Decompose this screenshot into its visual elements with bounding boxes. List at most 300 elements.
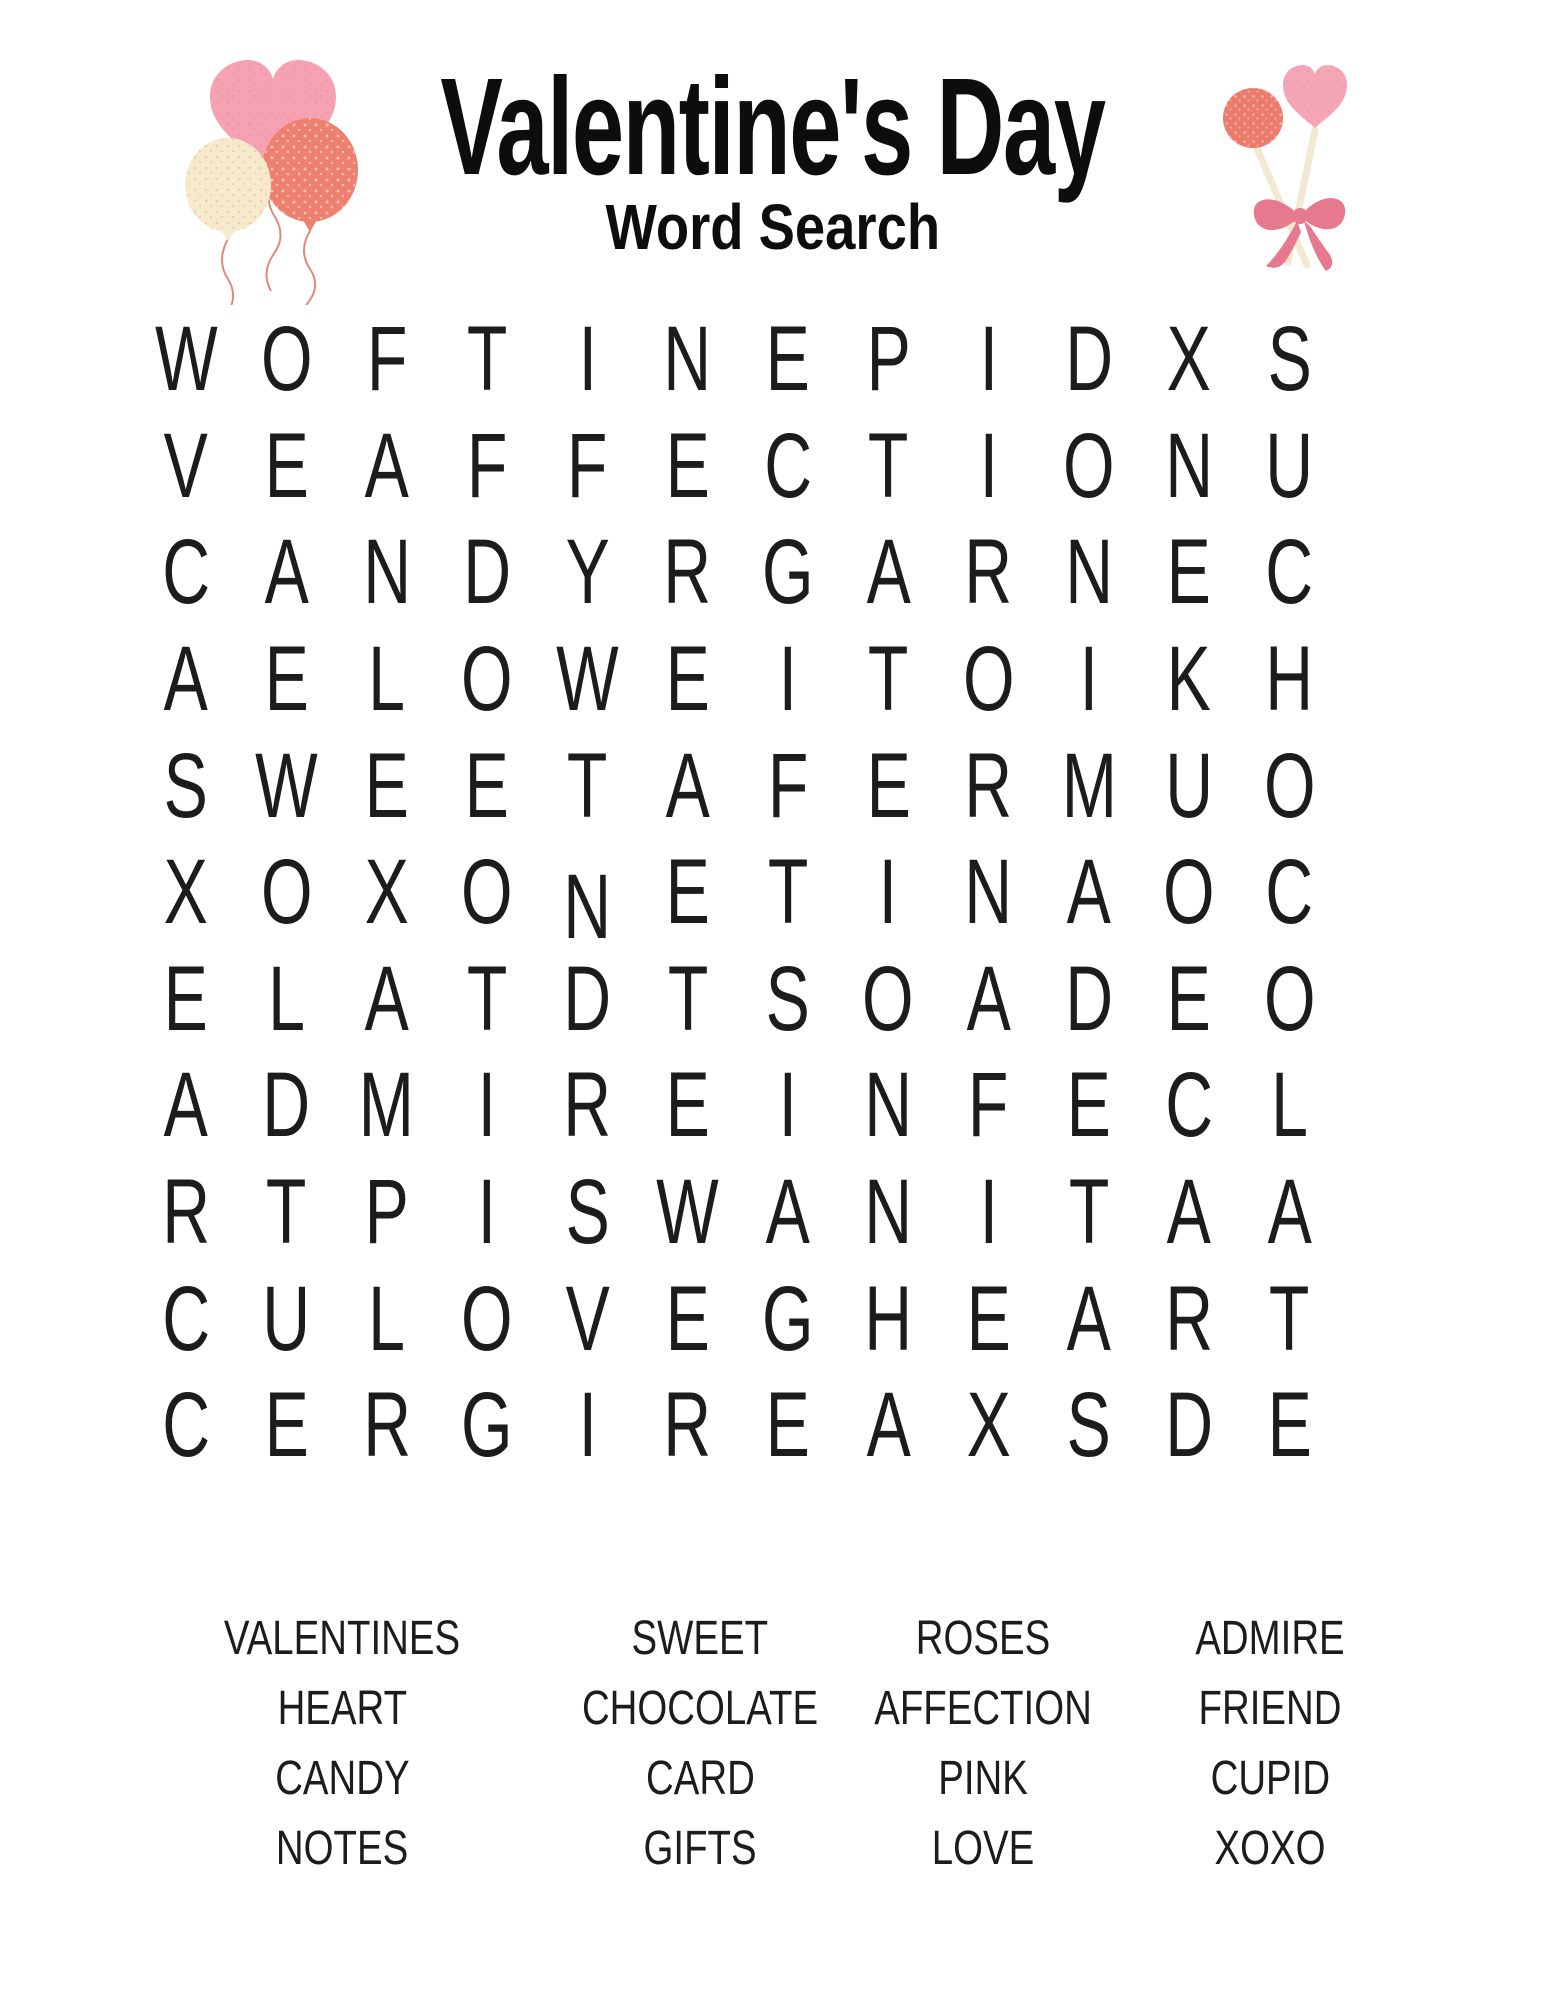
grid-cell bbox=[337, 1052, 437, 1159]
grid-letter: C bbox=[162, 1267, 211, 1370]
grid-cell bbox=[1039, 1159, 1139, 1266]
grid-cell bbox=[938, 732, 1038, 839]
grid-letter: R bbox=[663, 1374, 712, 1477]
grid-cell bbox=[637, 946, 737, 1053]
grid-cell bbox=[537, 1052, 637, 1159]
word-item bbox=[1177, 1674, 1364, 1744]
grid-cell bbox=[938, 1159, 1038, 1266]
grid-cell bbox=[337, 1265, 437, 1372]
grid-cell bbox=[637, 1265, 737, 1372]
grid-cell bbox=[437, 519, 537, 626]
grid-cell bbox=[437, 306, 537, 413]
grid-cell bbox=[1139, 626, 1239, 733]
grid-cell bbox=[1139, 732, 1239, 839]
grid-letter: S bbox=[1066, 1374, 1111, 1477]
grid-cell bbox=[537, 732, 637, 839]
grid-letter: X bbox=[364, 841, 409, 944]
grid-cell bbox=[1039, 732, 1139, 839]
grid-cell bbox=[738, 306, 838, 413]
grid-cell bbox=[136, 732, 236, 839]
grid-cell bbox=[337, 732, 437, 839]
grid-cell bbox=[838, 839, 938, 946]
grid-cell bbox=[1039, 1372, 1139, 1479]
grid-cell bbox=[838, 1052, 938, 1159]
grid-letter: I bbox=[1079, 628, 1099, 731]
grid-letter: P bbox=[866, 308, 911, 411]
grid-letter: A bbox=[1066, 841, 1111, 944]
grid-letter: O bbox=[862, 947, 914, 1050]
grid-cell bbox=[437, 946, 537, 1053]
grid-cell bbox=[537, 839, 637, 959]
grid-letter: O bbox=[1063, 414, 1115, 517]
word-item-label: AFFECTION bbox=[874, 1682, 1092, 1735]
grid-cell bbox=[1039, 946, 1139, 1053]
grid-letter: A bbox=[1167, 1161, 1212, 1264]
grid-cell bbox=[738, 1159, 838, 1266]
grid-letter: D bbox=[1064, 308, 1113, 411]
word-search-grid bbox=[136, 306, 1340, 1479]
grid-letter: E bbox=[966, 1267, 1011, 1370]
grid-letter: S bbox=[765, 947, 811, 1050]
grid-cell bbox=[738, 626, 838, 733]
grid-letter: A bbox=[264, 521, 309, 624]
grid-cell bbox=[236, 1159, 336, 1266]
word-item-label: CANDY bbox=[274, 1752, 410, 1805]
grid-cell bbox=[938, 1265, 1038, 1372]
grid-letter: I bbox=[778, 1054, 798, 1157]
grid-cell bbox=[236, 626, 336, 733]
word-item bbox=[847, 1604, 1119, 1674]
grid-letter: O bbox=[461, 628, 513, 731]
grid-letter: R bbox=[964, 521, 1013, 624]
word-item-label: PINK bbox=[938, 1752, 1028, 1805]
grid-letter: N bbox=[1064, 521, 1113, 624]
word-item-label: HEART bbox=[277, 1682, 407, 1735]
page-title: Valentine's Day bbox=[440, 50, 1105, 204]
grid-cell bbox=[337, 1372, 437, 1479]
grid-cell bbox=[1139, 413, 1239, 520]
grid-letter: S bbox=[1267, 308, 1312, 411]
grid-letter: D bbox=[1064, 947, 1113, 1050]
grid-letter: O bbox=[260, 841, 313, 944]
grid-letter: E bbox=[264, 628, 309, 731]
grid-cell bbox=[236, 306, 336, 413]
grid-cell bbox=[838, 413, 938, 520]
grid-cell bbox=[337, 1159, 437, 1266]
grid-cell bbox=[337, 626, 437, 733]
word-item-label: LOVE bbox=[931, 1822, 1035, 1875]
word-item bbox=[552, 1674, 847, 1744]
grid-cell bbox=[1039, 839, 1139, 946]
grid-cell bbox=[838, 946, 938, 1053]
word-item bbox=[552, 1814, 847, 1884]
word-list-column bbox=[1177, 1604, 1364, 1884]
grid-cell bbox=[437, 1052, 537, 1159]
grid-letter: G bbox=[762, 1267, 814, 1370]
grid-letter: E bbox=[665, 841, 710, 944]
grid-letter: F bbox=[466, 414, 508, 517]
grid-letter: N bbox=[663, 308, 712, 411]
grid-letter: E bbox=[1267, 1374, 1312, 1477]
grid-cell bbox=[637, 1052, 737, 1159]
grid-cell bbox=[236, 732, 336, 839]
grid-cell bbox=[938, 1372, 1038, 1479]
grid-letter: I bbox=[477, 1054, 497, 1157]
grid-cell bbox=[337, 946, 437, 1053]
grid-letter: T bbox=[1269, 1267, 1310, 1370]
grid-cell bbox=[437, 1265, 537, 1372]
grid-letter: I bbox=[979, 414, 998, 517]
grid-letter: O bbox=[1163, 841, 1215, 944]
grid-cell bbox=[537, 413, 637, 520]
grid-cell bbox=[938, 626, 1038, 733]
grid-letter: K bbox=[1167, 628, 1212, 731]
grid-cell bbox=[337, 839, 437, 946]
grid-letter: G bbox=[762, 521, 814, 624]
grid-cell bbox=[938, 839, 1038, 946]
grid-letter: E bbox=[164, 947, 209, 1050]
grid-letter: R bbox=[964, 734, 1013, 837]
grid-cell bbox=[537, 306, 637, 413]
grid-cell bbox=[236, 413, 336, 520]
grid-letter: E bbox=[1066, 1054, 1111, 1157]
grid-letter: A bbox=[866, 521, 911, 624]
grid-letter: U bbox=[1165, 734, 1214, 837]
grid-letter: O bbox=[1263, 734, 1316, 837]
grid-letter: E bbox=[464, 734, 510, 837]
grid-letter: F bbox=[968, 1054, 1009, 1157]
grid-cell bbox=[1139, 946, 1239, 1053]
grid-cell bbox=[738, 413, 838, 520]
grid-cell bbox=[838, 1159, 938, 1266]
grid-letter: W bbox=[154, 308, 218, 411]
grid-cell bbox=[537, 1372, 637, 1479]
grid-cell bbox=[938, 306, 1038, 413]
grid-cell bbox=[637, 1372, 737, 1479]
grid-letter: X bbox=[966, 1374, 1011, 1477]
grid-letter: E bbox=[364, 734, 409, 837]
grid-cell bbox=[1139, 519, 1239, 626]
grid-cell bbox=[637, 306, 737, 413]
word-item bbox=[194, 1814, 489, 1884]
grid-cell bbox=[136, 1265, 236, 1372]
word-item bbox=[552, 1604, 847, 1674]
grid-cell bbox=[1039, 626, 1139, 733]
grid-letter: E bbox=[665, 628, 710, 731]
grid-cell bbox=[537, 946, 637, 1053]
grid-letter: O bbox=[260, 308, 313, 411]
grid-cell bbox=[136, 306, 236, 413]
grid-cell bbox=[1239, 1265, 1339, 1372]
word-item-label: NOTES bbox=[275, 1822, 409, 1875]
word-item bbox=[194, 1604, 489, 1674]
grid-cell bbox=[337, 306, 437, 413]
grid-cell bbox=[938, 1052, 1038, 1159]
grid-cell bbox=[1139, 839, 1239, 946]
grid-letter: E bbox=[264, 414, 309, 517]
grid-cell bbox=[537, 519, 637, 626]
grid-letter: D bbox=[463, 521, 511, 624]
grid-letter: I bbox=[778, 628, 798, 731]
word-item-label: CHOCOLATE bbox=[581, 1682, 819, 1735]
grid-letter: L bbox=[1270, 1054, 1308, 1157]
grid-letter: Y bbox=[565, 521, 610, 624]
grid-letter: L bbox=[368, 628, 406, 731]
word-item-label: FRIEND bbox=[1198, 1682, 1342, 1735]
grid-cell bbox=[437, 1159, 537, 1266]
grid-cell bbox=[236, 946, 336, 1053]
grid-letter: A bbox=[665, 734, 710, 837]
grid-cell bbox=[838, 1265, 938, 1372]
grid-cell bbox=[136, 1372, 236, 1479]
grid-cell bbox=[738, 839, 838, 946]
grid-cell bbox=[136, 519, 236, 626]
grid-cell bbox=[136, 1052, 236, 1159]
grid-cell bbox=[938, 519, 1038, 626]
grid-cell bbox=[637, 1159, 737, 1266]
grid-cell bbox=[337, 413, 437, 520]
grid-cell bbox=[637, 626, 737, 733]
grid-cell bbox=[1239, 732, 1339, 839]
grid-letter: F bbox=[767, 734, 809, 837]
grid-cell bbox=[1139, 1372, 1239, 1479]
grid-letter: C bbox=[162, 521, 211, 624]
grid-letter: W bbox=[255, 734, 318, 837]
grid-letter: T bbox=[867, 628, 909, 731]
grid-letter: T bbox=[466, 947, 508, 1050]
word-list-column bbox=[552, 1604, 847, 1884]
grid-letter: E bbox=[264, 1374, 309, 1477]
grid-letter: E bbox=[665, 414, 710, 517]
grid-letter: T bbox=[767, 841, 809, 944]
grid-letter: S bbox=[164, 734, 209, 837]
grid-letter: T bbox=[266, 1161, 307, 1264]
grid-cell bbox=[1039, 1265, 1139, 1372]
grid-cell bbox=[738, 519, 838, 626]
grid-cell bbox=[1239, 1372, 1339, 1479]
grid-cell bbox=[537, 1265, 637, 1372]
grid-letter: R bbox=[663, 521, 712, 624]
grid-cell bbox=[1239, 626, 1339, 733]
grid-letter: T bbox=[567, 734, 608, 837]
grid-cell bbox=[1139, 1052, 1239, 1159]
grid-letter: E bbox=[765, 308, 811, 411]
grid-cell bbox=[1239, 1052, 1339, 1159]
grid-letter: U bbox=[262, 1267, 311, 1370]
grid-letter: D bbox=[563, 947, 612, 1050]
grid-cell bbox=[1239, 839, 1339, 946]
word-item-label: CUPID bbox=[1210, 1752, 1330, 1805]
lollipops-illustration bbox=[1215, 58, 1365, 286]
grid-letter: F bbox=[567, 414, 608, 517]
grid-cell bbox=[437, 1372, 537, 1479]
grid-cell bbox=[738, 732, 838, 839]
grid-letter: N bbox=[362, 521, 411, 624]
word-item bbox=[1177, 1744, 1364, 1814]
grid-letter: I bbox=[578, 308, 597, 411]
grid-letter: A bbox=[765, 1161, 811, 1264]
word-item-label: ADMIRE bbox=[1195, 1612, 1345, 1665]
grid-cell bbox=[136, 413, 236, 520]
grid-letter: N bbox=[1165, 414, 1214, 517]
grid-cell bbox=[938, 946, 1038, 1053]
grid-cell bbox=[1239, 1159, 1339, 1266]
grid-letter: C bbox=[764, 414, 812, 517]
grid-letter: A bbox=[1267, 1161, 1312, 1264]
grid-letter: L bbox=[268, 947, 305, 1050]
grid-letter: I bbox=[979, 308, 998, 411]
word-item-label: ROSES bbox=[915, 1612, 1051, 1665]
grid-cell bbox=[1239, 306, 1339, 413]
word-list-column bbox=[194, 1604, 489, 1884]
grid-letter: I bbox=[477, 1161, 497, 1264]
word-item-label: CARD bbox=[645, 1752, 755, 1805]
grid-letter: O bbox=[461, 841, 513, 944]
page-subtitle: Word Search bbox=[605, 190, 940, 263]
grid-cell bbox=[738, 1052, 838, 1159]
grid-letter: R bbox=[362, 1374, 411, 1477]
grid-letter: W bbox=[556, 628, 619, 731]
grid-cell bbox=[1039, 519, 1139, 626]
grid-cell bbox=[1239, 946, 1339, 1053]
grid-letter: R bbox=[162, 1161, 211, 1264]
grid-letter: A bbox=[866, 1374, 911, 1477]
grid-letter: A bbox=[164, 628, 209, 731]
grid-letter: A bbox=[164, 1054, 209, 1157]
grid-letter: T bbox=[667, 947, 708, 1050]
grid-letter: E bbox=[866, 734, 911, 837]
grid-letter: A bbox=[364, 414, 409, 517]
word-item bbox=[1177, 1604, 1364, 1674]
grid-letter: I bbox=[578, 1374, 597, 1477]
grid-letter: O bbox=[461, 1267, 513, 1370]
word-item-label: SWEET bbox=[631, 1612, 769, 1665]
grid-cell bbox=[1039, 413, 1139, 520]
grid-cell bbox=[838, 732, 938, 839]
word-item bbox=[847, 1814, 1119, 1884]
grid-cell bbox=[136, 1159, 236, 1266]
grid-cell bbox=[236, 1265, 336, 1372]
grid-letter: H bbox=[864, 1267, 913, 1370]
grid-letter: V bbox=[164, 414, 209, 517]
grid-letter: H bbox=[1265, 628, 1314, 731]
grid-cell bbox=[1039, 306, 1139, 413]
grid-cell bbox=[1239, 519, 1339, 626]
grid-cell bbox=[236, 839, 336, 946]
grid-letter: D bbox=[1165, 1374, 1214, 1477]
grid-cell bbox=[337, 519, 437, 626]
grid-cell bbox=[738, 1372, 838, 1479]
grid-cell bbox=[938, 413, 1038, 520]
grid-cell bbox=[637, 413, 737, 520]
grid-letter: R bbox=[563, 1054, 612, 1157]
grid-letter: I bbox=[979, 1161, 998, 1264]
grid-letter: W bbox=[656, 1161, 719, 1264]
grid-cell bbox=[136, 839, 236, 946]
grid-letter: X bbox=[164, 841, 209, 944]
grid-letter: M bbox=[359, 1054, 415, 1157]
grid-letter: A bbox=[364, 947, 409, 1050]
word-item bbox=[194, 1674, 489, 1744]
grid-letter: O bbox=[1263, 947, 1316, 1050]
grid-cell bbox=[437, 732, 537, 839]
grid-letter: R bbox=[1165, 1267, 1214, 1370]
grid-cell bbox=[838, 519, 938, 626]
grid-letter: C bbox=[1265, 521, 1314, 624]
grid-cell bbox=[637, 519, 737, 626]
grid-letter: T bbox=[1068, 1161, 1110, 1264]
grid-cell bbox=[838, 1372, 938, 1479]
grid-cell bbox=[1139, 1159, 1239, 1266]
grid-cell bbox=[437, 413, 537, 520]
grid-letter: X bbox=[1167, 308, 1212, 411]
word-item bbox=[1177, 1814, 1364, 1884]
grid-letter: C bbox=[162, 1374, 211, 1477]
grid-letter: E bbox=[1167, 521, 1212, 624]
grid-cell bbox=[1139, 306, 1239, 413]
grid-letter: F bbox=[366, 308, 407, 411]
grid-letter: E bbox=[1167, 947, 1212, 1050]
grid-letter: O bbox=[962, 628, 1015, 731]
grid-letter: A bbox=[1066, 1267, 1111, 1370]
grid-letter: E bbox=[765, 1374, 811, 1477]
grid-cell bbox=[1139, 1265, 1239, 1372]
grid-letter: E bbox=[665, 1267, 710, 1370]
grid-cell bbox=[1239, 413, 1339, 520]
grid-letter: G bbox=[461, 1374, 513, 1477]
grid-cell bbox=[236, 1052, 336, 1159]
word-item bbox=[194, 1744, 489, 1814]
grid-letter: C bbox=[1165, 1054, 1214, 1157]
grid-cell bbox=[136, 626, 236, 733]
grid-cell bbox=[537, 626, 637, 733]
grid-letter: A bbox=[966, 947, 1011, 1050]
grid-letter: N bbox=[563, 856, 612, 959]
grid-cell bbox=[637, 839, 737, 946]
grid-letter: C bbox=[1265, 841, 1314, 944]
grid-cell bbox=[838, 626, 938, 733]
grid-cell bbox=[1039, 1052, 1139, 1159]
grid-cell bbox=[437, 839, 537, 946]
grid-letter: N bbox=[964, 841, 1013, 944]
grid-letter: I bbox=[879, 841, 898, 944]
grid-cell bbox=[738, 1265, 838, 1372]
grid-cell bbox=[838, 306, 938, 413]
grid-cell bbox=[236, 519, 336, 626]
word-item bbox=[847, 1674, 1119, 1744]
word-list-column bbox=[847, 1604, 1119, 1884]
grid-letter: T bbox=[466, 308, 508, 411]
grid-letter: P bbox=[364, 1161, 409, 1264]
grid-cell bbox=[236, 1372, 336, 1479]
grid-letter: N bbox=[864, 1161, 913, 1264]
word-item-label: VALENTINES bbox=[223, 1612, 461, 1665]
grid-letter: E bbox=[665, 1054, 710, 1157]
grid-letter: S bbox=[565, 1161, 610, 1264]
grid-letter: N bbox=[864, 1054, 913, 1157]
grid-letter: D bbox=[262, 1054, 311, 1157]
grid-letter: L bbox=[368, 1267, 406, 1370]
word-item-label: GIFTS bbox=[643, 1822, 757, 1875]
grid-cell bbox=[537, 1159, 637, 1266]
grid-cell bbox=[136, 946, 236, 1053]
word-item-label: XOXO bbox=[1214, 1822, 1326, 1875]
grid-letter: M bbox=[1061, 734, 1117, 837]
grid-letter: V bbox=[565, 1267, 610, 1370]
grid-cell bbox=[637, 732, 737, 839]
grid-letter: T bbox=[867, 414, 909, 517]
grid-cell bbox=[738, 946, 838, 1053]
